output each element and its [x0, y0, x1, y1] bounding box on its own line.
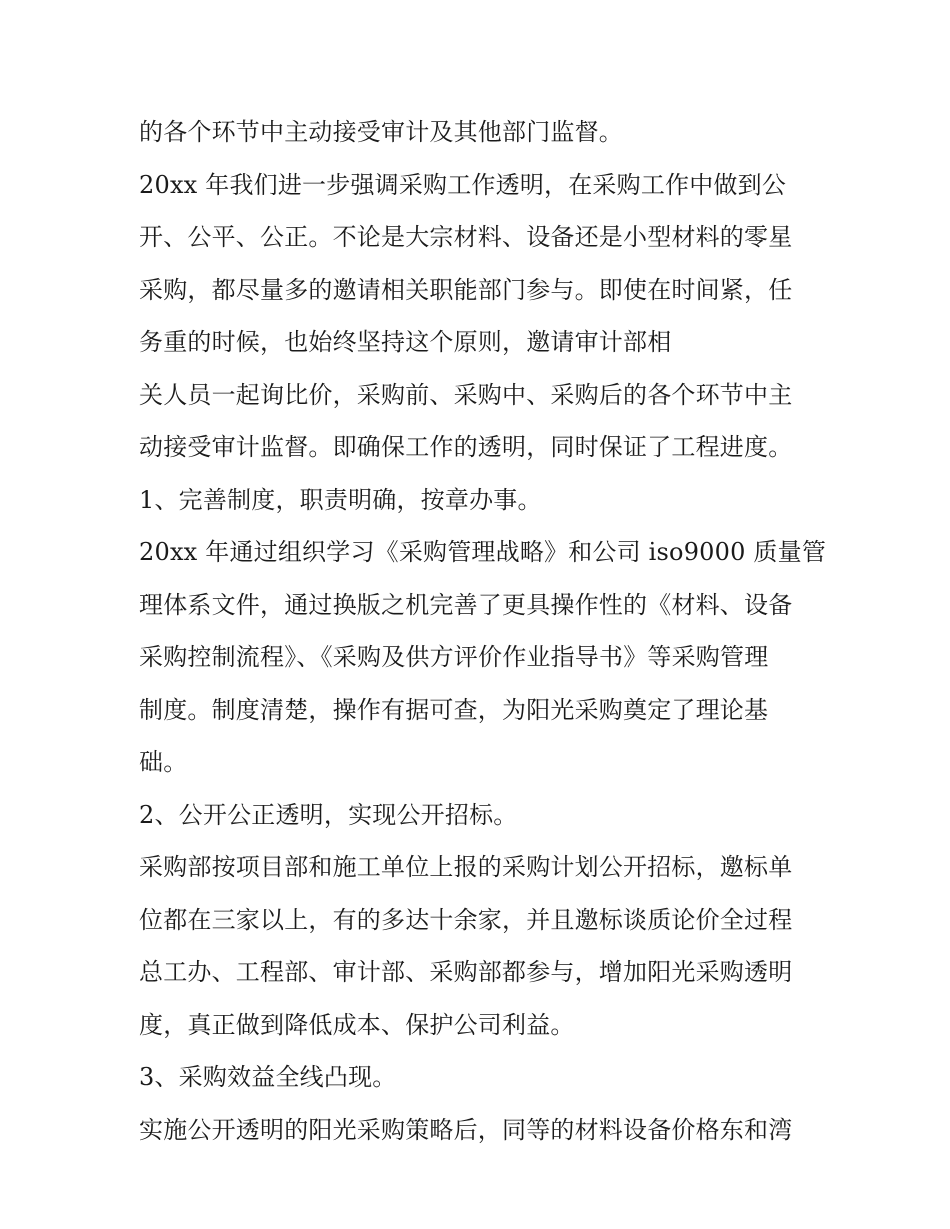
section-heading-3: 3、采购效益全线凸现。: [139, 1063, 397, 1091]
paragraph-line: 采购部按项目部和施工单位上报的采购计划公开招标，邀标单: [139, 853, 793, 881]
paragraph-line: 采购，都尽量多的邀请相关职能部门参与。即使在时间紧，任: [139, 275, 793, 304]
paragraph-line: 础。: [139, 748, 188, 776]
paragraph-line: 关人员一起询比价，采购前、采购中、采购后的各个环节中主: [139, 380, 793, 409]
paragraph-line: 实施公开透明的阳光采购策略后，同等的材料设备价格东和湾: [139, 1115, 793, 1144]
section-heading-1: 1、完善制度，职责明确，按章办事。: [139, 485, 542, 514]
paragraph-line: 度，真正做到降低成本、保护公司利益。: [139, 1010, 575, 1039]
paragraph-line: 位都在三家以上，有的多达十余家，并且邀标谈质论价全过程: [139, 905, 793, 934]
paragraph-line: 采购控制流程》、《采购及供方评价作业指导书》等采购管理: [139, 643, 769, 671]
paragraph-line: 务重的时候，也始终坚持这个原则，邀请审计部相: [139, 328, 672, 356]
section-heading-2: 2、公开公正透明，实现公开招标。: [139, 800, 518, 829]
paragraph-line: 动接受审计监督。即确保工作的透明，同时保证了工程进度。: [139, 433, 793, 461]
paragraph-line: 开、公平、公正。不论是大宗材料、设备还是小型材料的零星: [139, 223, 793, 251]
text-line: 的各个环节中主动接受审计及其他部门监督。: [139, 118, 623, 146]
paragraph-line: 总工办、工程部、审计部、采购部都参与，增加阳光采购透明: [139, 958, 793, 986]
paragraph-line: 理体系文件，通过换版之机完善了更具操作性的《材料、设备: [139, 590, 793, 619]
document-body: [139, 106, 827, 1156]
paragraph-line: 20xx 年我们进一步强调采购工作透明，在采购工作中做到公: [139, 170, 787, 199]
paragraph-line: 制度。制度清楚，操作有据可查，为阳光采购奠定了理论基: [139, 695, 769, 724]
paragraph-line: 20xx 年通过组织学习《采购管理战略》和公司 iso9000 质量管: [139, 538, 827, 566]
